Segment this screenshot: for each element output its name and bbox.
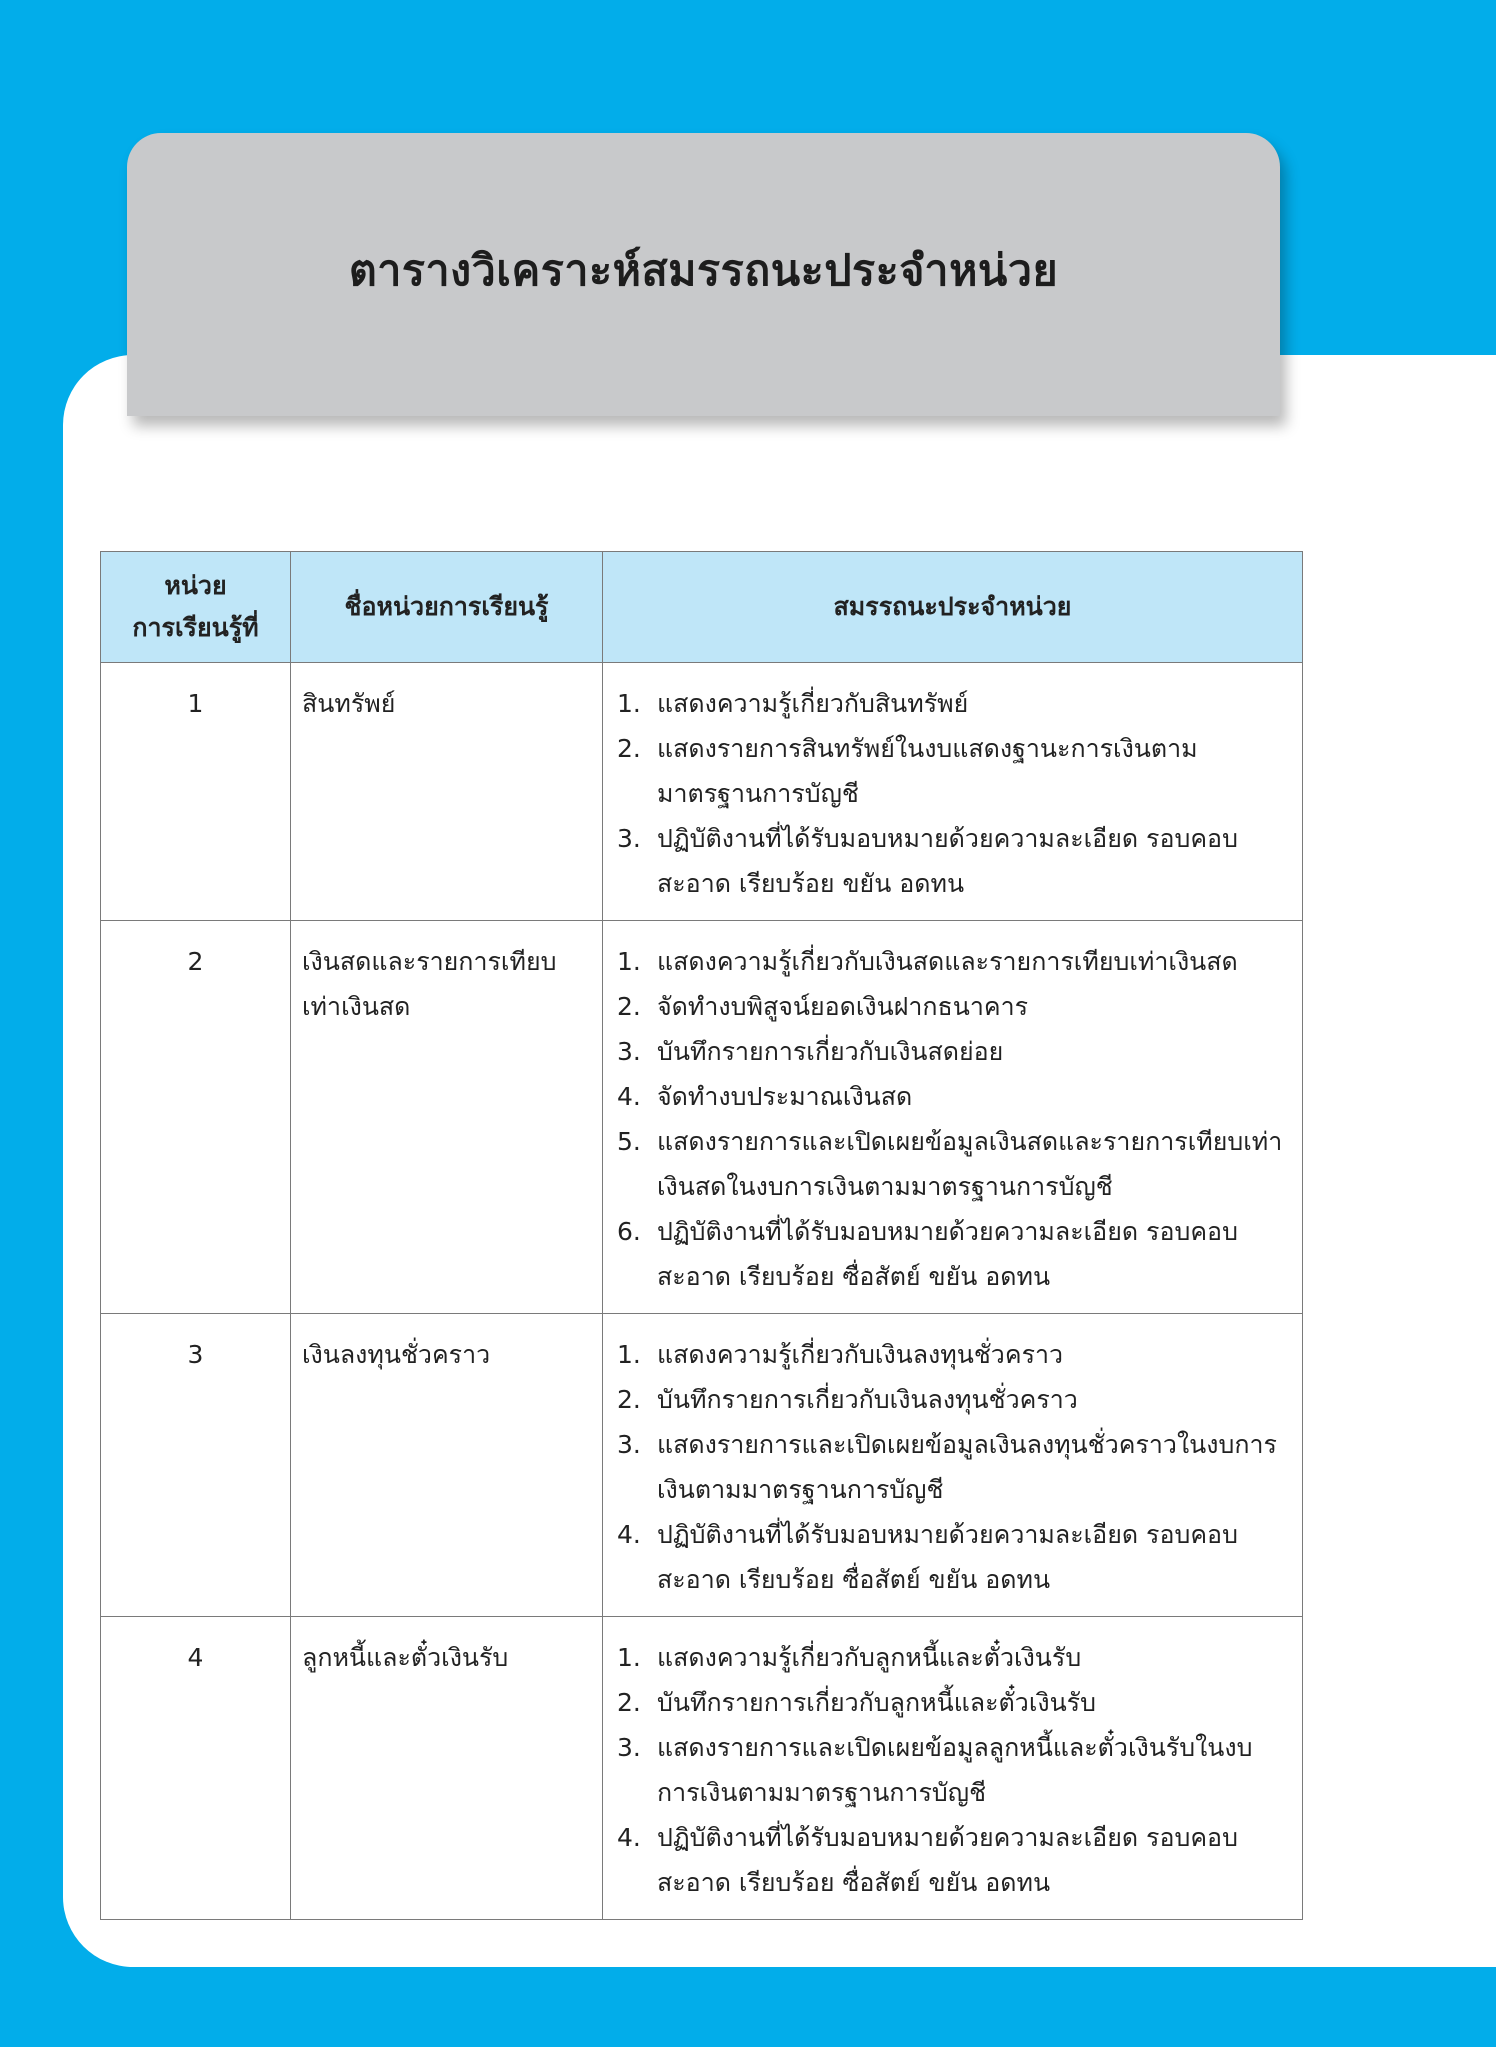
competency-item-text: บันทึกรายการเกี่ยวกับเงินสดย่อย xyxy=(657,1037,1004,1066)
competency-item xyxy=(617,1422,1290,1512)
title-tab xyxy=(127,133,1280,416)
competency-item-number: 1. xyxy=(617,1340,641,1369)
competency-list xyxy=(617,939,1290,1299)
table-row xyxy=(101,663,1303,921)
competency-item-number: 1. xyxy=(617,1643,641,1672)
unit-number-cell: 1 xyxy=(101,663,291,921)
header-unit-no-line2: การเรียนรู้ที่ xyxy=(132,613,259,642)
competency-item-text: แสดงรายการสินทรัพย์ในงบแสดงฐานะการเงินตามมาตรฐานการบัญชี xyxy=(657,734,1198,808)
competency-item xyxy=(617,816,1290,906)
header-unit-name: ชื่อหน่วยการเรียนรู้ xyxy=(291,552,603,663)
competency-item-text: จัดทำงบพิสูจน์ยอดเงินฝากธนาคาร xyxy=(657,992,1029,1021)
table-row xyxy=(101,921,1303,1314)
competency-item-number: 2. xyxy=(617,1385,641,1414)
competency-item-number: 1. xyxy=(617,689,641,718)
competency-item xyxy=(617,681,1290,726)
competency-item xyxy=(617,984,1290,1029)
unit-name-cell: เงินลงทุนชั่วคราว xyxy=(291,1314,603,1617)
competency-item xyxy=(617,1119,1290,1209)
competency-item xyxy=(617,939,1290,984)
competency-item-text: แสดงความรู้เกี่ยวกับเงินสดและรายการเทียบเท่าเงินสด xyxy=(657,947,1238,976)
table-header-row xyxy=(101,552,1303,663)
competency-item-text: แสดงรายการและเปิดเผยข้อมูลเงินลงทุนชั่วคราวในงบการเงินตามมาตรฐานการบัญชี xyxy=(657,1430,1277,1504)
unit-name-cell: เงินสดและรายการเทียบเท่าเงินสด xyxy=(291,921,603,1314)
competency-item-number: 1. xyxy=(617,947,641,976)
competency-item-text: แสดงความรู้เกี่ยวกับสินทรัพย์ xyxy=(657,689,969,718)
competency-cell xyxy=(603,663,1303,921)
unit-name-cell: ลูกหนี้และตั๋วเงินรับ xyxy=(291,1617,603,1920)
competency-item-number: 4. xyxy=(617,1520,641,1549)
competency-item-number: 4. xyxy=(617,1082,641,1111)
competency-item-text: แสดงความรู้เกี่ยวกับเงินลงทุนชั่วคราว xyxy=(657,1340,1064,1369)
header-unit-no-line1: หน่วย xyxy=(164,571,227,600)
unit-number-cell: 2 xyxy=(101,921,291,1314)
competency-item xyxy=(617,1377,1290,1422)
competency-item xyxy=(617,1815,1290,1905)
header-competency: สมรรถนะประจำหน่วย xyxy=(603,552,1303,663)
unit-number-cell: 3 xyxy=(101,1314,291,1617)
competency-cell xyxy=(603,1617,1303,1920)
competency-item-number: 3. xyxy=(617,1430,641,1459)
competency-item-text: ปฏิบัติงานที่ได้รับมอบหมายด้วยความละเอียด รอบคอบ สะอาด เรียบร้อย ซื่อสัตย์ ขยัน อดทน xyxy=(657,1823,1238,1897)
unit-number-cell: 4 xyxy=(101,1617,291,1920)
competency-list xyxy=(617,681,1290,906)
table-row xyxy=(101,1314,1303,1617)
competency-item-number: 2. xyxy=(617,734,641,763)
competency-item-text: ปฏิบัติงานที่ได้รับมอบหมายด้วยความละเอียด รอบคอบ สะอาด เรียบร้อย ขยัน อดทน xyxy=(657,824,1238,898)
competency-item xyxy=(617,1332,1290,1377)
competency-item-number: 4. xyxy=(617,1823,641,1852)
competency-item-number: 5. xyxy=(617,1127,641,1156)
competency-cell xyxy=(603,1314,1303,1617)
competency-item-number: 2. xyxy=(617,1688,641,1717)
competency-item-text: ปฏิบัติงานที่ได้รับมอบหมายด้วยความละเอียด รอบคอบ สะอาด เรียบร้อย ซื่อสัตย์ ขยัน อดทน xyxy=(657,1520,1238,1594)
competency-item-text: บันทึกรายการเกี่ยวกับเงินลงทุนชั่วคราว xyxy=(657,1385,1078,1414)
header-unit-no xyxy=(101,552,291,663)
competency-item xyxy=(617,726,1290,816)
competency-cell xyxy=(603,921,1303,1314)
competency-table xyxy=(100,551,1303,1920)
competency-item xyxy=(617,1029,1290,1074)
page-title: ตารางวิเคราะห์สมรรถนะประจำหน่วย xyxy=(348,245,1059,296)
competency-item xyxy=(617,1680,1290,1725)
competency-item-text: แสดงรายการและเปิดเผยข้อมูลเงินสดและรายการเทียบเท่าเงินสดในงบการเงินตามมาตรฐานการบัญชี xyxy=(657,1127,1283,1201)
competency-item-number: 3. xyxy=(617,1037,641,1066)
competency-list xyxy=(617,1635,1290,1905)
competency-item-text: แสดงความรู้เกี่ยวกับลูกหนี้และตั๋วเงินรับ xyxy=(657,1643,1082,1672)
competency-item-number: 3. xyxy=(617,824,641,853)
competency-item-number: 2. xyxy=(617,992,641,1021)
competency-item-number: 6. xyxy=(617,1217,641,1246)
competency-item xyxy=(617,1512,1290,1602)
competency-item xyxy=(617,1725,1290,1815)
competency-list xyxy=(617,1332,1290,1602)
unit-name-cell: สินทรัพย์ xyxy=(291,663,603,921)
competency-item xyxy=(617,1074,1290,1119)
competency-item-text: จัดทำงบประมาณเงินสด xyxy=(657,1082,913,1111)
table-row xyxy=(101,1617,1303,1920)
competency-item xyxy=(617,1635,1290,1680)
competency-item-text: แสดงรายการและเปิดเผยข้อมูลลูกหนี้และตั๋วเงินรับในงบการเงินตามมาตรฐานการบัญชี xyxy=(657,1733,1253,1807)
competency-item-number: 3. xyxy=(617,1733,641,1762)
competency-item xyxy=(617,1209,1290,1299)
competency-item-text: บันทึกรายการเกี่ยวกับลูกหนี้และตั๋วเงินรับ xyxy=(657,1688,1096,1717)
competency-item-text: ปฏิบัติงานที่ได้รับมอบหมายด้วยความละเอียด รอบคอบ สะอาด เรียบร้อย ซื่อสัตย์ ขยัน อดทน xyxy=(657,1217,1238,1291)
